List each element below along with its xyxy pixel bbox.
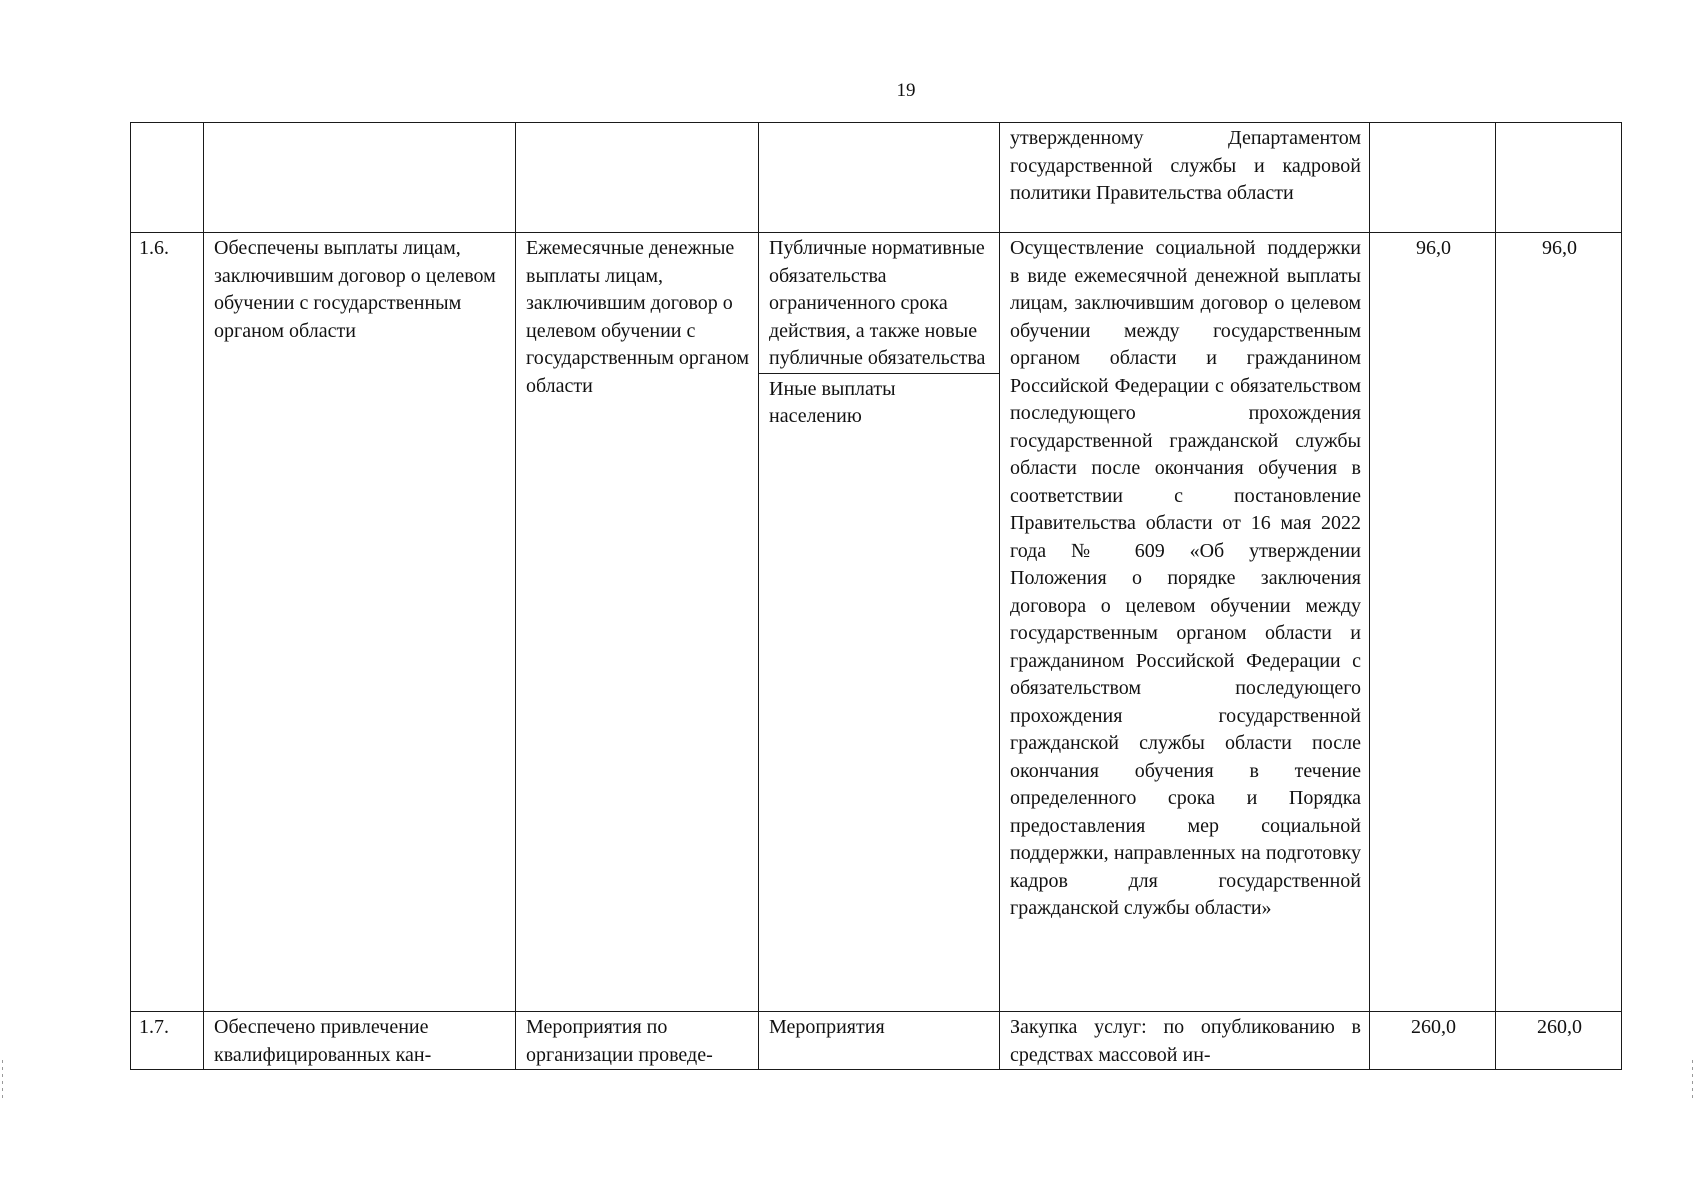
- cell-number: [131, 123, 204, 233]
- table-row-1-6: [131, 233, 1622, 1012]
- cell-description: Закупка услуг: по опубликованию в средствах массовой ин-: [1000, 1012, 1370, 1070]
- cell-value-1: 96,0: [1370, 233, 1496, 1012]
- budget-table: [130, 122, 1622, 1070]
- cell-value-2: 260,0: [1496, 1012, 1622, 1070]
- cell-result: Обеспечено привлечение квалифицированных кан-: [204, 1012, 516, 1070]
- scan-margin-mark-right: [1692, 1060, 1693, 1100]
- cell-description: Осуществление социальной поддержки в виде ежемесячной денежной выплаты лицам, заключившим договор о целевом обучении между государственным органом области и гражданином Российской Федерации с обязательством последующего прохождения государственной гражданской службы области после окончания обучения в соответствии с постановление Правительства области от 16 мая 2022 года № 609 «Об утверждении Положения о порядке заключения договора о целевом обучении между государственным органом области и гражданином Российской Федерации с обязательством последующего прохождения государственной гражданской службы области после окончания обучения в течение определенного срока и Порядка предоставления мер социальной поддержки, направленных на подготовку кадров для государственной гражданской службы области»: [1000, 233, 1370, 1012]
- page-number: 19: [896, 80, 916, 101]
- table-row-1-7: [131, 1012, 1622, 1070]
- cell-value-2: [1496, 123, 1622, 233]
- cell-result: [204, 123, 516, 233]
- cell-measure: Мероприятия по организации проведе-: [516, 1012, 759, 1070]
- cell-measure: Ежемесячные денежные выплаты лицам, заключившим договор о целевом обучении с государственным органом области: [516, 233, 759, 1012]
- cell-measure: [516, 123, 759, 233]
- table-row-continuation: [131, 123, 1622, 233]
- cell-type: [759, 233, 1000, 1012]
- cell-type: Мероприятия: [759, 1012, 1000, 1070]
- cell-value-1: 260,0: [1370, 1012, 1496, 1070]
- cell-value-1: [1370, 123, 1496, 233]
- scan-margin-mark-left: [2, 1060, 3, 1100]
- cell-value-2: 96,0: [1496, 233, 1622, 1012]
- cell-type-public-obligations: Публичные нормативные обязательства ограниченного срока действия, а также новые публичные обязательства: [759, 233, 999, 374]
- cell-description: утвержденному Департаментом государственной службы и кадровой политики Правительства области: [1000, 123, 1370, 233]
- cell-type-other-payments: Иные выплаты населению: [769, 377, 896, 427]
- cell-type: [759, 123, 1000, 233]
- cell-number: 1.7.: [131, 1012, 204, 1070]
- cell-result: Обеспечены выплаты лицам, заключившим договор о целевом обучении с государственным органом области: [204, 233, 516, 1012]
- cell-number: 1.6.: [131, 233, 204, 1012]
